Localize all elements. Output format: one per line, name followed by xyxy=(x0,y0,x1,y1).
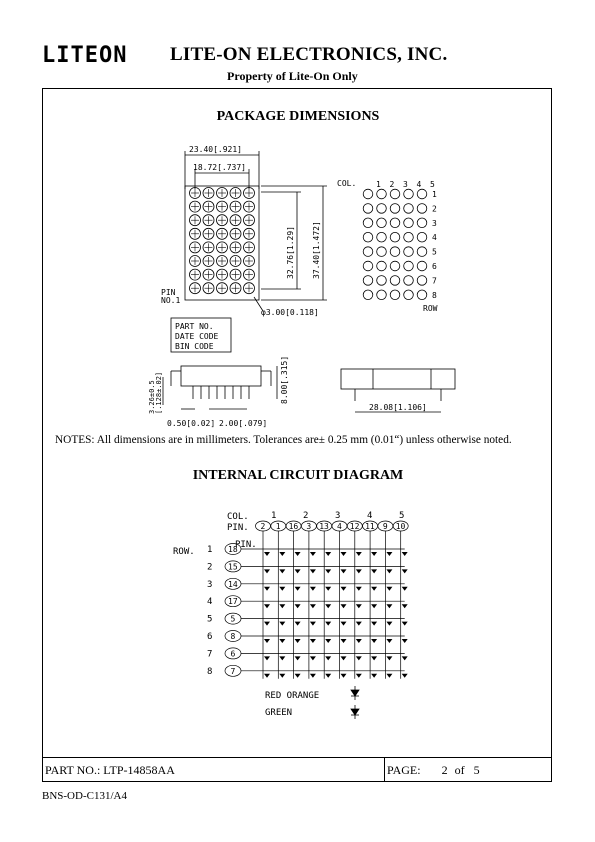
page-number: 2 xyxy=(441,763,448,777)
circuit-row-label: 1 xyxy=(207,545,213,555)
page-label: PAGE: xyxy=(387,763,421,777)
circuit-row-label: 8 xyxy=(207,666,213,677)
led-diode-icon xyxy=(325,674,331,678)
dim-pin-dia: 0.50[0.02] xyxy=(167,419,216,428)
led-diode-icon xyxy=(295,674,301,678)
led-diode-icon xyxy=(310,604,316,608)
led-diode-icon xyxy=(356,552,362,556)
part-number: PART NO.: LTP-14858AA xyxy=(45,763,175,777)
dim-side-a: 3.26±0.5 xyxy=(148,380,156,414)
led-diode-icon xyxy=(402,656,408,660)
led-diode-icon xyxy=(279,552,285,556)
led-diode-icon xyxy=(310,674,316,678)
page-indicator xyxy=(387,763,480,778)
led-diode-icon xyxy=(264,622,270,626)
led-diode-icon xyxy=(356,622,362,626)
circuit-row-label: 2 xyxy=(207,562,213,573)
row-pin-number: 8 xyxy=(230,632,236,641)
col-label: COL. xyxy=(337,179,357,188)
matrix-col-label: 5 xyxy=(430,180,435,189)
matrix-col-label: 1 xyxy=(376,180,381,189)
circuit-drawing xyxy=(43,89,551,749)
led-diode-icon xyxy=(386,656,392,660)
led-diode-icon xyxy=(402,674,408,678)
led-diode-icon xyxy=(402,604,408,608)
col-pin-number: 9 xyxy=(382,522,388,531)
led-diode-icon xyxy=(264,674,270,678)
circuit-row-label: 5 xyxy=(207,614,213,625)
led-diode-icon xyxy=(264,569,270,573)
led-diode-icon xyxy=(386,569,392,573)
circuit-row-label: 7 xyxy=(207,649,213,660)
led-diode-icon xyxy=(371,674,377,678)
led-diode-icon xyxy=(325,639,331,643)
led-diode-icon xyxy=(325,587,331,591)
col-pin-number: 12 xyxy=(349,522,360,531)
led-diode-icon xyxy=(371,604,377,608)
led-diode-icon xyxy=(279,639,285,643)
led-diode-icon xyxy=(310,587,316,591)
circuit-row-label: 3 xyxy=(207,579,213,590)
dim-pin-span: 28.08[1.106] xyxy=(369,403,427,412)
col-pin-number: 10 xyxy=(395,522,406,531)
led-diode-icon xyxy=(264,604,270,608)
led-diode-icon xyxy=(371,622,377,626)
row-pin-number: 14 xyxy=(228,579,238,589)
led-diode-icon xyxy=(325,656,331,660)
notes-text: NOTES: All dimensions are in millimeters. Tolerances are± 0.25 mm (0.01“) unless otherwise noted. xyxy=(55,434,512,446)
led-diode-icon xyxy=(341,587,347,591)
led-diode-icon xyxy=(386,674,392,678)
circ-row-label: ROW. xyxy=(173,547,195,557)
matrix-row-label: 2 xyxy=(432,204,437,214)
col-pin-number: 4 xyxy=(337,522,342,531)
led-diode-icon xyxy=(310,552,316,556)
package-title: PACKAGE DIMENSIONS xyxy=(216,109,380,124)
led-diode-icon xyxy=(341,639,347,643)
page-of: of xyxy=(454,763,465,777)
led-diode-icon xyxy=(325,622,331,626)
row-pin-number: 17 xyxy=(228,597,238,607)
matrix-col-label: 4 xyxy=(416,180,422,189)
led-diode-icon xyxy=(279,569,285,573)
led-diode-icon xyxy=(295,622,301,626)
circ-pin-label: PIN. xyxy=(227,523,249,533)
footer-divider xyxy=(43,757,551,758)
circuit-col-label: 4 xyxy=(367,511,373,521)
led-diode-icon xyxy=(386,587,392,591)
dim-width: 23.40[.921] xyxy=(189,145,242,154)
dim-pin-pitch: 2.00[.079] xyxy=(219,419,268,428)
led-diode-icon xyxy=(279,587,285,591)
row-pin-number: 5 xyxy=(230,614,236,624)
led-diode-icon xyxy=(386,639,392,643)
footer-vertical-divider xyxy=(384,757,385,782)
led-diode-icon xyxy=(295,639,301,643)
dim-height: 37.40[1.472] xyxy=(312,221,321,279)
led-diode-icon xyxy=(341,569,347,573)
led-diode-icon xyxy=(402,569,408,573)
led-diode-icon xyxy=(386,622,392,626)
led-diode-icon xyxy=(341,674,347,678)
led-diode-icon xyxy=(279,622,285,626)
led-diode-icon xyxy=(386,604,392,608)
col-pin-number: 13 xyxy=(319,522,329,531)
dim-dot: φ3.00[0.118] xyxy=(261,308,319,317)
legend-green: GREEN xyxy=(265,708,293,718)
label-box-2: DATE CODE xyxy=(175,332,219,341)
led-diode-icon xyxy=(371,656,377,660)
led-diode-icon xyxy=(341,656,347,660)
led-diode-icon xyxy=(295,656,301,660)
led-diode-icon xyxy=(371,639,377,643)
led-diode-icon xyxy=(279,674,285,678)
col-pin-number: 11 xyxy=(365,522,375,531)
led-diode-icon xyxy=(295,552,301,556)
circuit-title: INTERNAL CIRCUIT DIAGRAM xyxy=(192,468,404,483)
col-pin-number: 2 xyxy=(260,522,266,531)
row-pin-number: 7 xyxy=(230,666,236,676)
circuit-col-label: 2 xyxy=(303,511,309,521)
matrix-row-label: 8 xyxy=(432,290,437,300)
col-pin-number: 3 xyxy=(306,522,312,531)
matrix-row-label: 1 xyxy=(432,190,437,199)
led-diode-icon xyxy=(295,587,301,591)
led-diode-icon xyxy=(402,587,408,591)
circuit-row-label: 4 xyxy=(207,597,213,608)
page-total: 5 xyxy=(473,763,480,777)
label-box-1: PART NO. xyxy=(175,322,214,331)
matrix-row-label: 6 xyxy=(432,262,437,271)
led-diode-icon xyxy=(356,656,362,660)
led-diode-icon xyxy=(371,569,377,573)
dim-thickness: 8.00[.315] xyxy=(280,355,289,404)
circuit-col-label: 1 xyxy=(271,511,277,521)
led-diode-icon xyxy=(264,587,270,591)
led-diode-icon xyxy=(325,552,331,556)
led-diode-icon xyxy=(356,569,362,573)
circuit-col-label: 3 xyxy=(335,511,341,521)
led-diode-icon xyxy=(279,604,285,608)
matrix-row-label: 4 xyxy=(432,233,437,243)
company-name: LITE-ON ELECTRONICS, INC. xyxy=(170,44,448,65)
led-diode-icon xyxy=(264,656,270,660)
led-diode-icon xyxy=(341,604,347,608)
legend-red: RED ORANGE xyxy=(265,691,320,701)
matrix-row-label: 3 xyxy=(432,218,437,228)
led-diode-icon xyxy=(371,552,377,556)
matrix-col-label: 3 xyxy=(403,180,408,189)
led-diode-icon xyxy=(402,622,408,626)
led-diode-icon xyxy=(264,552,270,556)
liteon-logo xyxy=(42,43,138,65)
document-frame xyxy=(42,88,552,782)
circ-col-label: COL. xyxy=(227,512,249,522)
row-pin-number: 15 xyxy=(228,562,238,572)
dim-side-b: [.128±.02] xyxy=(155,371,163,414)
dim-pitch-w: 18.72[.737] xyxy=(193,163,246,172)
property-note: Property of Lite-On Only xyxy=(227,69,358,83)
pin-no: NO.1 xyxy=(161,296,181,305)
led-diode-icon xyxy=(325,604,331,608)
circuit-row-label: 6 xyxy=(207,632,213,642)
circuit-col-label: 5 xyxy=(399,511,405,521)
led-diode-icon xyxy=(264,639,270,643)
led-diode-icon xyxy=(295,569,301,573)
led-diode-icon xyxy=(295,604,301,608)
led-diode-icon xyxy=(310,622,316,626)
led-diode-icon xyxy=(310,569,316,573)
doc-id: BNS-OD-C131/A4 xyxy=(42,790,127,802)
row-pin-number: 6 xyxy=(230,649,236,659)
row-label: ROW xyxy=(423,304,438,313)
led-diode-icon xyxy=(386,552,392,556)
col-pin-number: 16 xyxy=(288,522,299,531)
led-diode-icon xyxy=(356,604,362,608)
pin-label: PIN xyxy=(161,288,176,297)
led-diode-icon xyxy=(356,674,362,678)
dim-pitch-h: 32.76[1.29] xyxy=(286,226,295,279)
led-diode-icon xyxy=(356,639,362,643)
led-diode-icon xyxy=(325,569,331,573)
label-box-3: BIN CODE xyxy=(175,342,214,351)
matrix-row-label: 7 xyxy=(432,276,437,286)
led-diode-icon xyxy=(356,587,362,591)
matrix-col-label: 2 xyxy=(389,180,395,189)
led-diode-icon xyxy=(279,656,285,660)
led-diode-icon xyxy=(310,656,316,660)
matrix-row-label: 5 xyxy=(432,247,437,257)
col-pin-number: 1 xyxy=(275,522,281,531)
led-diode-icon xyxy=(402,552,408,556)
circ-row-pin-label: PIN. xyxy=(235,540,257,550)
led-diode-icon xyxy=(310,639,316,643)
led-diode-icon xyxy=(341,552,347,556)
row-pin-number: 18 xyxy=(228,545,238,554)
led-diode-icon xyxy=(402,639,408,643)
led-diode-icon xyxy=(341,622,347,626)
led-diode-icon xyxy=(371,587,377,591)
logo-text: LITEON xyxy=(42,43,128,65)
